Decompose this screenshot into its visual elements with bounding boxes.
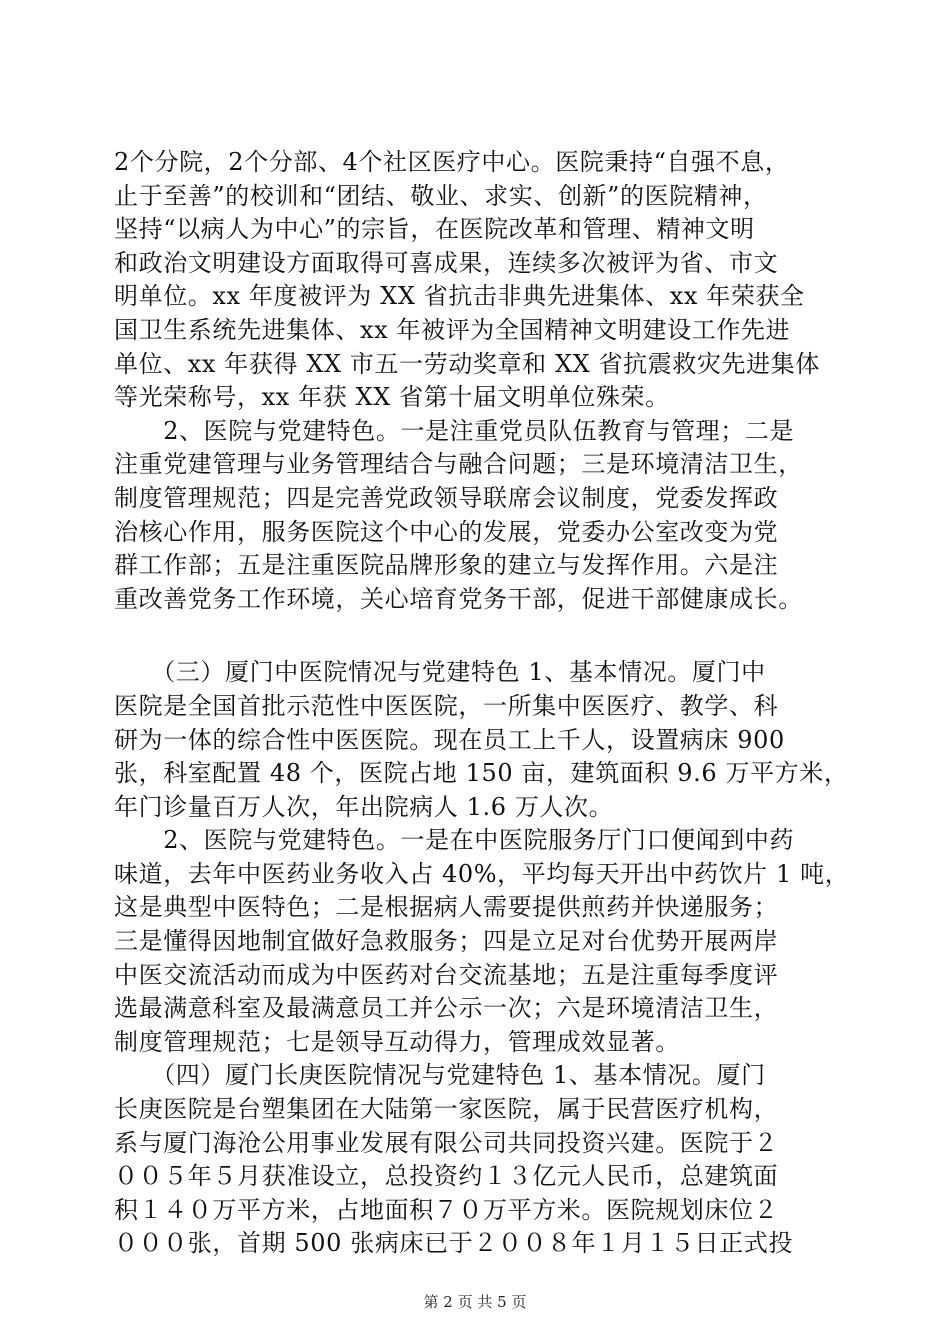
document-body	[114, 146, 850, 1261]
paragraph-1	[114, 146, 850, 415]
text-line: （三）厦门中医院情况与党建特色 1、基本情况。厦门中	[114, 658, 766, 687]
text-line: 单位、xx 年获得 XX 市五一劳动奖章和 XX 省抗震救灾先进集体	[114, 349, 820, 378]
text-line: 和政治文明建设方面取得可喜成果，连续多次被评为省、市文	[114, 248, 779, 277]
paragraph-3	[114, 656, 850, 824]
text-line: 治核心作用，服务医院这个中心的发展，党委办公室改变为党	[114, 517, 779, 546]
text-line: （四）厦门长庚医院情况与党建特色 1、基本情况。厦门	[114, 1061, 766, 1090]
text-line: 这是典型中医特色；二是根据病人需要提供煎药并快递服务；	[114, 893, 779, 922]
text-line: 系与厦门海沧公用事业发展有限公司共同投资兴建。医院于２	[114, 1128, 779, 1157]
text-line: 坚持“以病人为中心”的宗旨，在医院改革和管理、精神文明	[114, 215, 755, 244]
text-line: 制度管理规范；七是领导互动得力，管理成效显著。	[114, 1027, 680, 1056]
text-line: 中医交流活动而成为中医药对台交流基地；五是注重每季度评	[114, 960, 779, 989]
text-line: 选最满意科室及最满意员工并公示一次；六是环境清洁卫生，	[114, 994, 779, 1023]
text-line: ０００张，首期 500 张病床已于２００８年１月１５日正式投	[114, 1229, 794, 1258]
paragraph-5	[114, 1059, 850, 1261]
text-line: 重改善党务工作环境，关心培育党务干部，促进干部健康成长。	[114, 584, 803, 613]
text-line: 等光荣称号，xx 年获 XX 省第十届文明单位殊荣。	[114, 383, 670, 412]
text-line: 张，科室配置 48 个，医院占地 150 亩，建筑面积 9.6 万平方米，	[114, 759, 849, 788]
text-line: 止于至善”的校训和“团结、敬业、求实、创新”的医院精神，	[114, 181, 768, 210]
text-line: 三是懂得因地制宜做好急救服务；四是立足对台优势开展两岸	[114, 927, 779, 956]
text-line: 研为一体的综合性中医医院。现在员工上千人，设置病床 900	[114, 725, 785, 754]
paragraph-2	[114, 415, 850, 617]
paragraph-gap	[114, 616, 850, 656]
text-line: 制度管理规范；四是完善党政领导联席会议制度，党委发挥政	[114, 483, 779, 512]
text-line: 2、医院与党建特色。一是注重党员队伍教育与管理；二是	[114, 416, 795, 445]
text-line: 注重党建管理与业务管理结合与融合问题；三是环境清洁卫生，	[114, 450, 803, 479]
text-line: ００５年５月获准设立，总投资约１３亿元人民币，总建筑面	[114, 1162, 779, 1191]
text-line: 医院是全国首批示范性中医医院，一所集中医医疗、教学、科	[114, 691, 779, 720]
text-line: 积１４０万平方米，占地面积７０万平方米。医院规划床位２	[114, 1195, 779, 1224]
page-number: 第 2 页 共 5 页	[423, 1293, 527, 1311]
text-line: 2个分院，2个分部、4个社区医疗中心。医院秉持“自强不息，	[114, 148, 790, 176]
text-line: 长庚医院是台塑集团在大陆第一家医院，属于民营医疗机构，	[114, 1095, 779, 1124]
text-line: 年门诊量百万人次，年出院病人 1.6 万人次。	[114, 792, 614, 821]
text-line: 2、医院与党建特色。一是在中医院服务厅门口便闻到中药	[114, 826, 795, 855]
text-line: 国卫生系统先进集体、xx 年被评为全国精神文明建设工作先进	[114, 315, 791, 344]
text-line: 味道，去年中医药业务收入占 40%，平均每天开出中药饮片 1 吨，	[114, 859, 850, 888]
text-line: 明单位。xx 年度被评为 XX 省抗击非典先进集体、xx 年荣获全	[114, 282, 805, 311]
paragraph-4	[114, 824, 850, 1059]
text-line: 群工作部；五是注重医院品牌形象的建立与发挥作用。六是注	[114, 551, 779, 580]
